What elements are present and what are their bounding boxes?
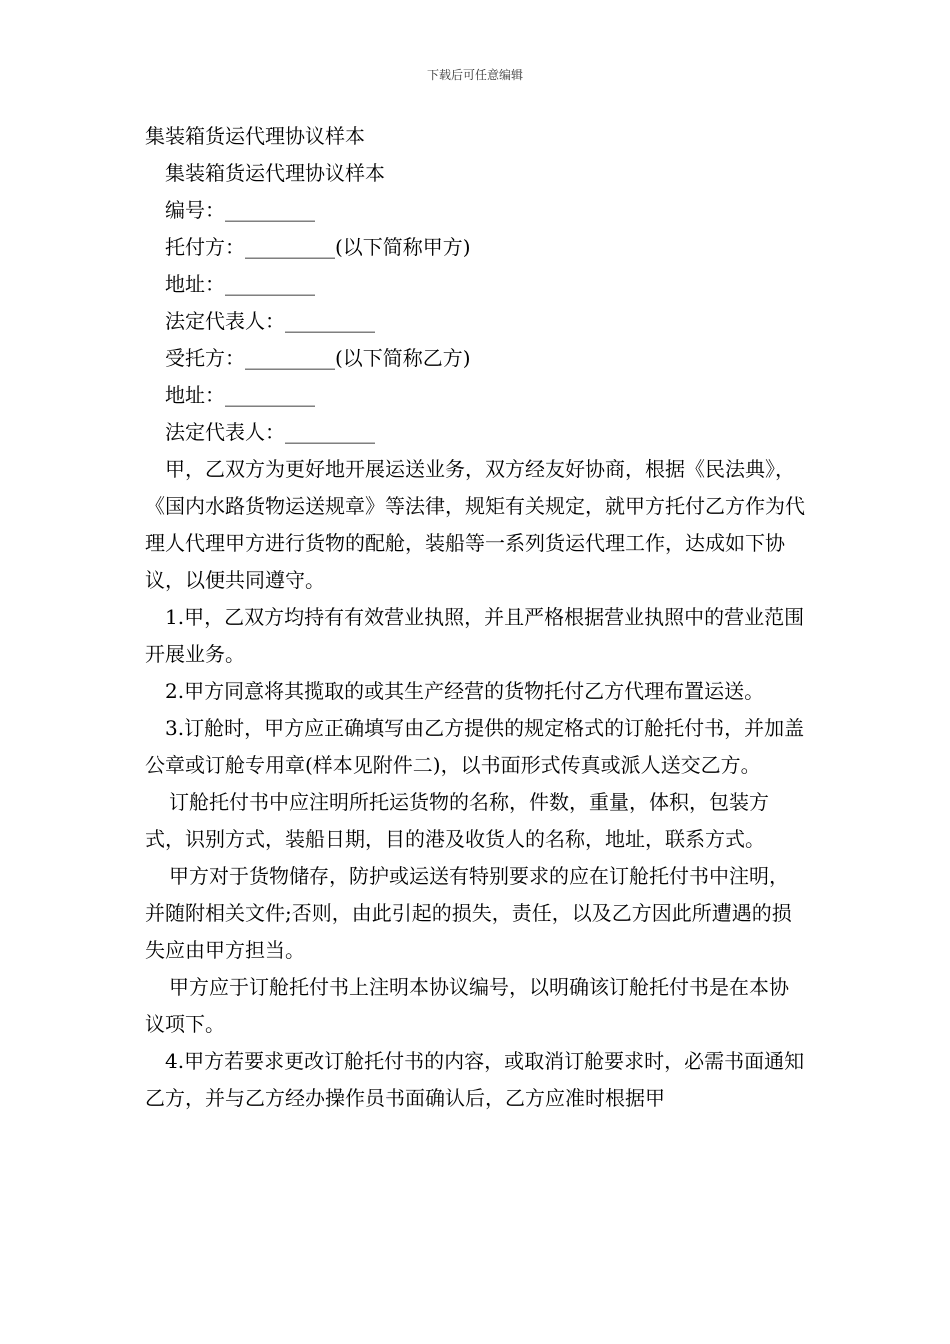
field-principal: 托付方：_________(以下简称甲方) bbox=[165, 235, 471, 259]
document-title: 集装箱货运代理协议样本 bbox=[145, 124, 365, 148]
paragraph-clause-3: 3.订舱时，甲方应正确填写由乙方提供的规定格式的订舱托付书，并加盖公章或订舱专用章(样本见附件二)，以书面形式传真或派人送交乙方。 bbox=[145, 716, 805, 777]
document-body bbox=[145, 118, 815, 1117]
paragraph-clause-2: 2.甲方同意将其揽取的或其生产经营的货物托付乙方代理布置运送。 bbox=[165, 679, 765, 703]
paragraph-clause-3-special: 甲方对于货物储存，防护或运送有特别要求的应在订舱托付书中注明，并随附相关文件;否则，由此引起的损失，责任，以及乙方因此所遭遇的损失应由甲方担当。 bbox=[145, 864, 792, 962]
page-header-note: 下载后可任意编辑 bbox=[426, 68, 523, 82]
field-agent: 受托方：_________(以下简称乙方) bbox=[165, 346, 471, 370]
paragraph-clause-3-content: 订舱托付书中应注明所托运货物的名称，件数，重量，体积，包装方式，识别方式，装船日期，目的港及收货人的名称，地址，联系方式。 bbox=[145, 790, 769, 851]
field-principal-address: 地址：_________ bbox=[165, 272, 315, 296]
document-subtitle: 集装箱货运代理协议样本 bbox=[165, 161, 385, 185]
field-principal-representative: 法定代表人：_________ bbox=[165, 309, 375, 333]
paragraph-preamble: 甲，乙双方为更好地开展运送业务，双方经友好协商，根据《民法典》，《国内水路货物运送规章》等法律，规矩有关规定，就甲方托付乙方作为代理人代理甲方进行货物的配舱，装船等一系列货运代理工作，达成如下协议，以便共同遵守。 bbox=[145, 457, 805, 592]
paragraph-clause-1: 1.甲，乙双方均持有有效营业执照，并且严格根据营业执照中的营业范围开展业务。 bbox=[145, 605, 805, 666]
field-number: 编号：_________ bbox=[165, 198, 315, 222]
field-agent-address: 地址：_________ bbox=[165, 383, 315, 407]
paragraph-clause-3-number: 甲方应于订舱托付书上注明本协议编号，以明确该订舱托付书是在本协议项下。 bbox=[145, 975, 789, 1036]
paragraph-clause-4: 4.甲方若要求更改订舱托付书的内容，或取消订舱要求时，必需书面通知乙方，并与乙方经办操作员书面确认后，乙方应准时根据甲 bbox=[145, 1049, 805, 1110]
field-agent-representative: 法定代表人：_________ bbox=[165, 420, 375, 444]
